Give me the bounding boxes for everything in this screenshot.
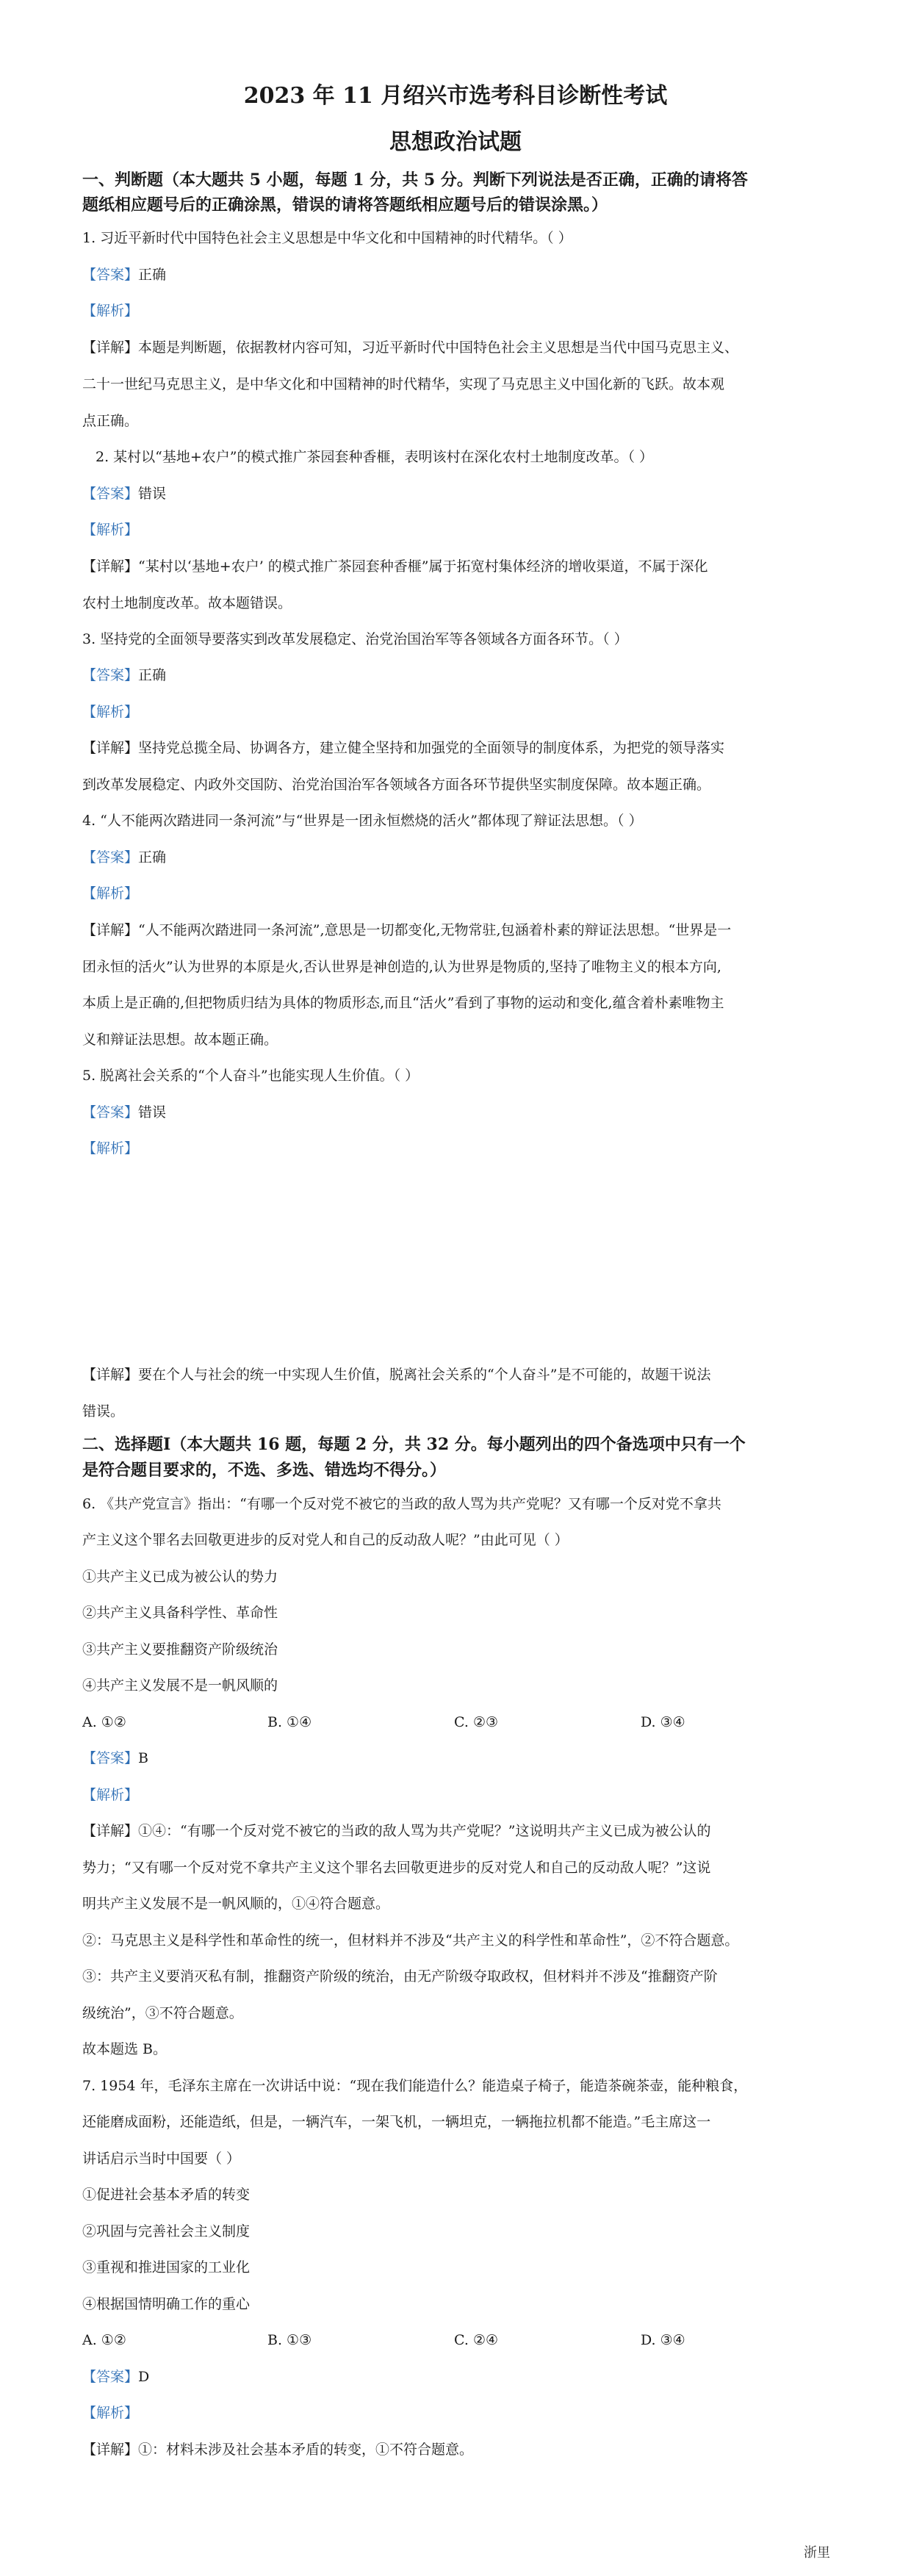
exam-subtitle: 思想政治试题 [389, 129, 522, 155]
q7-answer-value: D [138, 2369, 150, 2385]
section2-heading-line2: 是符合题目要求的，不选、多选、错选均不得分。） [82, 1461, 447, 1480]
q6-detail-line4: ②：马克思主义是科学性和革命性的统一，但材料并不涉及“共产主义的科学性和革命性”，②不符合题意。 [82, 1932, 739, 1949]
q5-question: 5. 脱离社会关系的“个人奋斗”也能实现人生价值。（ ） [82, 1068, 420, 1084]
q7-choice-b: B. ①③ [267, 2332, 312, 2348]
q1-question: 1. 习近平新时代中国特色社会主义思想是中华文化和中国精神的时代精华。（ ） [82, 230, 572, 246]
q2-detail-line2: 农村土地制度改革。故本题错误。 [82, 595, 292, 611]
q3-detail-line2: 到改革发展稳定、内政外交国防、治党治国治军各领域各方面各环节提供坚实制度保障。故本题正确。 [82, 777, 711, 793]
q6-choice-a: A. ①② [82, 1714, 126, 1730]
q3-answer-value: 正确 [138, 667, 167, 683]
q1-detail-line1: 【详解】本题是判断题，依据教材内容可知，习近平新时代中国特色社会主义思想是当代中国马克思主义、 [82, 339, 739, 356]
q6-detail-line1: 【详解】①④：“有哪一个反对党不被它的当政的敌人骂为共产党呢？”这说明共产主义已成为被公认的 [82, 1823, 711, 1839]
q2-question: 2. 某村以“基地+农户”的模式推广茶园套种香榧，表明该村在深化农村土地制度改革。（ ） [96, 449, 654, 465]
q6-item-4: ④共产主义发展不是一帆风顺的 [82, 1677, 278, 1694]
q4-detail-line3: 本质上是正确的,但把物质归结为具体的物质形态,而且“活火”看到了事物的运动和变化,蕴含着朴素唯物主 [82, 995, 724, 1011]
detail-label: 【详解】 [82, 339, 139, 356]
section2-heading-line1: 二、选择题Ⅰ（本大题共 16 题，每题 2 分，共 32 分。每小题列出的四个备选项中只有一个 [82, 1435, 746, 1454]
q7-stem-line3: 讲话启示当时中国要（ ） [82, 2151, 241, 2167]
q6-stem-line2: 产主义这个罪名去回敬更进步的反对党人和自己的反动敌人呢？”由此可见（ ） [82, 1532, 569, 1548]
q6-answer: 【答案】B [82, 1750, 148, 1766]
q3-answer: 【答案】正确 [82, 667, 167, 683]
q7-analysis-label: 【解析】 [82, 2405, 139, 2421]
q3-question: 3. 坚持党的全面领导要落实到改革发展稳定、治党治国治军等各领域各方面各环节。（ ） [82, 631, 628, 647]
section1-heading-line1: 一、判断题（本大题共 5 小题，每题 1 分，共 5 分。判断下列说法是否正确，正确的请将答 [82, 170, 748, 190]
q7-choice-a: A. ①② [82, 2332, 126, 2348]
q7-stem-line2: 还能磨成面粉，还能造纸，但是，一辆汽车，一架飞机，一辆坦克，一辆拖拉机都不能造。”毛主席这一 [82, 2114, 711, 2130]
q1-answer-value: 正确 [138, 267, 167, 283]
q7-item-1: ①促进社会基本矛盾的转变 [82, 2187, 251, 2203]
answer-label: 【答案】 [82, 267, 139, 283]
q6-analysis-label: 【解析】 [82, 1787, 139, 1803]
q6-detail-line7: 故本题选 B。 [82, 2041, 168, 2057]
q3-detail-line1: 【详解】坚持党总揽全局、协调各方，建立健全坚持和加强党的全面领导的制度体系，为把党的领导落实 [82, 740, 725, 756]
q5-answer: 【答案】错误 [82, 1104, 167, 1120]
q7-choice-c: C. ②④ [454, 2332, 499, 2348]
q4-answer: 【答案】正确 [82, 849, 167, 866]
q7-answer: 【答案】D [82, 2369, 150, 2385]
q1-detail-line2: 二十一世纪马克思主义，是中华文化和中国精神的时代精华，实现了马克思主义中国化新的飞跃。故本观 [82, 376, 725, 392]
q6-choice-b: B. ①④ [267, 1714, 312, 1730]
q7-choice-d: D. ③④ [641, 2332, 685, 2348]
q5-detail-line1: 【详解】要在个人与社会的统一中实现人生价值，脱离社会关系的“个人奋斗”是不可能的，故题干说法 [82, 1367, 711, 1383]
q6-detail-line3: 明共产主义发展不是一帆风顺的，①④符合题意。 [82, 1896, 390, 1912]
q3-analysis-label: 【解析】 [82, 704, 139, 720]
q2-detail-line1: 【详解】“某村以‘基地+农户’ 的模式推广茶园套种香榧”属于拓宽村集体经济的增收渠道，不属于深化 [82, 558, 708, 575]
q7-item-2: ②巩固与完善社会主义制度 [82, 2223, 251, 2239]
q4-detail-line4: 义和辩证法思想。故本题正确。 [82, 1032, 278, 1048]
q2-answer: 【答案】错误 [82, 486, 167, 502]
q5-analysis-label: 【解析】 [82, 1140, 139, 1156]
q5-detail-line2: 错误。 [82, 1403, 125, 1420]
q6-detail-line5: ③：共产主义要消灭私有制，推翻资产阶级的统治，由无产阶级夺取政权，但材料并不涉及“推翻资产阶 [82, 1968, 718, 1985]
q6-item-2: ②共产主义具备科学性、革命性 [82, 1605, 278, 1621]
q7-detail-line1: 【详解】①：材料未涉及社会基本矛盾的转变，①不符合题意。 [82, 2442, 474, 2458]
q4-analysis-label: 【解析】 [82, 885, 139, 902]
q7-stem-line1: 7. 1954 年，毛泽东主席在一次讲话中说：“现在我们能造什么？能造桌子椅子，能造茶碗茶壶，能种粮食， [82, 2078, 748, 2094]
exam-title: 2023 年 11 月绍兴市选考科目诊断性考试 [243, 83, 668, 109]
q4-question: 4. “人不能两次踏进同一条河流”与“世界是一团永恒燃烧的活火”都体现了辩证法思想。（ ） [82, 813, 643, 829]
q2-analysis-label: 【解析】 [82, 522, 139, 538]
q4-detail-line1: 【详解】“人不能两次踏进同一条河流”,意思是一切都变化,无物常驻,包涵着朴素的辩证法思想。“世界是一 [82, 922, 732, 938]
q6-answer-value: B [138, 1750, 148, 1766]
q6-item-3: ③共产主义要推翻资产阶级统治 [82, 1641, 278, 1658]
q5-answer-value: 错误 [138, 1104, 167, 1120]
q2-answer-value: 错误 [138, 486, 167, 502]
section1-heading-line2: 题纸相应题号后的正确涂黑，错误的请将答题纸相应题号后的错误涂黑。） [82, 195, 608, 215]
q6-detail-line6: 级统治”，③不符合题意。 [82, 2005, 243, 2021]
q6-detail-line2: 势力；“又有哪一个反对党不拿共产主义这个罪名去回敬更进步的反对党人和自己的反动敌人呢？”这说 [82, 1860, 711, 1876]
q1-detail-line3: 点正确。 [82, 413, 139, 429]
page-footer: 浙里 [804, 2545, 830, 2561]
q6-choice-d: D. ③④ [641, 1714, 685, 1730]
q6-item-1: ①共产主义已成为被公认的势力 [82, 1569, 278, 1585]
q7-item-3: ③重视和推进国家的工业化 [82, 2259, 251, 2275]
q4-answer-value: 正确 [138, 849, 167, 866]
q6-choice-c: C. ②③ [454, 1714, 499, 1730]
q4-detail-line2: 团永恒的活火”认为世界的本原是火,否认世界是神创造的,认为世界是物质的,坚持了唯物主义的根本方向, [82, 959, 721, 975]
q7-item-4: ④根据国情明确工作的重心 [82, 2296, 251, 2312]
q1-answer [82, 265, 832, 284]
q6-stem-line1: 6. 《共产党宣言》指出：“有哪一个反对党不被它的当政的敌人骂为共产党呢？又有哪一个反对党不拿共 [82, 1496, 721, 1512]
q1-analysis-label: 【解析】 [82, 303, 139, 319]
